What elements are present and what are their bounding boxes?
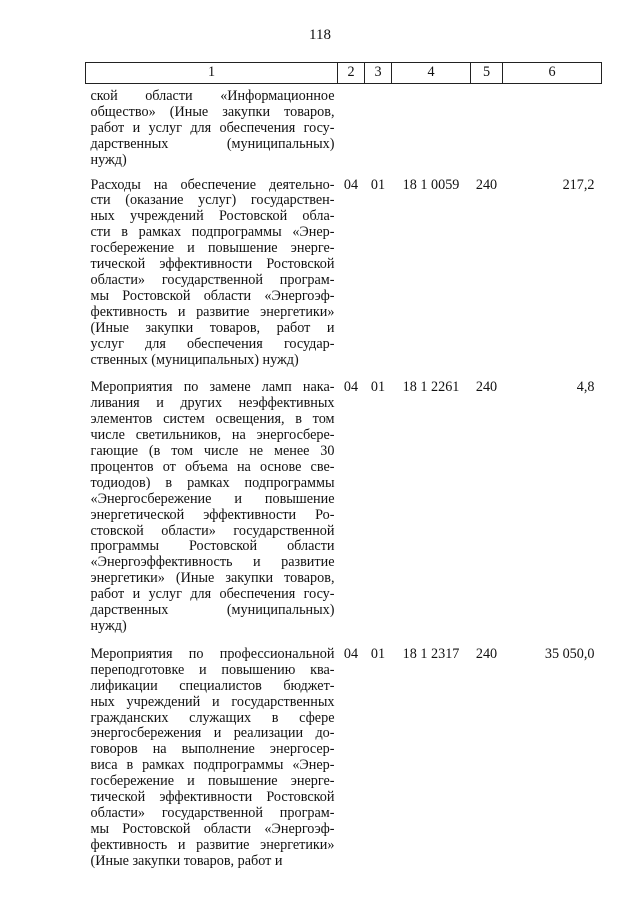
description-line: ливания и других неэффективных — [90, 395, 335, 412]
description-line: ской области «Информационное — [90, 88, 335, 104]
column-header: 6 — [503, 63, 602, 84]
cell-target-article: 18 1 2317 — [402, 645, 460, 662]
description-line: работ и услуг для обеспечения госу- — [90, 586, 335, 603]
description-line: лификации специалистов бюджет- — [90, 677, 335, 694]
cell-target-article: 18 1 2261 — [402, 379, 460, 396]
description-line: энергосбережения и реализации до- — [90, 725, 335, 742]
description-line: (Иные закупки товаров, работ и — [90, 852, 283, 869]
description-line: гражданских служащих в сфере — [90, 709, 335, 726]
description-line: энергетики» (Иные закупки товаров, — [90, 570, 335, 587]
description-line: сти (оказание услуг) государствен- — [90, 192, 335, 209]
description-line: ных учреждений Ростовской обла- — [90, 208, 335, 225]
description-line: услуг для обеспечения государ- — [90, 335, 335, 352]
table-body — [86, 84, 602, 879]
cell-subsection: 01 — [370, 645, 386, 662]
description-line: нужд) — [90, 618, 127, 634]
description-line: переподготовке и повышению ква- — [90, 661, 335, 678]
cell-subsection: 01 — [370, 176, 386, 193]
page-number: 118 — [309, 27, 331, 43]
cell-section: 04 — [343, 645, 359, 662]
cell-description — [86, 84, 338, 175]
description-line: энергетической эффективности Ро- — [90, 506, 335, 523]
cell-description — [86, 644, 338, 879]
column-header: 5 — [471, 63, 503, 84]
description-line: процентов от объема на основе све- — [90, 458, 335, 475]
description-line: виса в рамках подпрограммы «Энер- — [90, 757, 335, 774]
description-line: фективность и развитие энергетики» — [90, 303, 335, 320]
description-line: Мероприятия по профессиональной — [90, 645, 335, 662]
cell-subsection — [365, 84, 392, 175]
description-line: сти в рамках подпрограммы «Энер- — [90, 224, 335, 241]
cell-expense-type: 240 — [475, 176, 498, 193]
description-line: мы Ростовской области «Энергоэф- — [90, 287, 335, 304]
description-line: общество» (Иные закупки товаров, — [90, 103, 335, 120]
cell-expense-type: 240 — [475, 379, 498, 396]
description-line: ственных (муниципальных) нужд) — [90, 351, 299, 368]
column-header: 4 — [392, 63, 471, 84]
description-line: госбережение и повышение энерге- — [90, 240, 335, 257]
cell-subsection: 01 — [370, 379, 386, 396]
description-line: дарственных (муниципальных) — [90, 602, 335, 619]
description-line: ных учреждений и государственных — [90, 693, 335, 710]
cell-section: 04 — [343, 176, 359, 193]
column-header: 2 — [338, 63, 365, 84]
description-line: госбережение и повышение энерге- — [90, 773, 335, 790]
cell-target-article — [392, 84, 471, 175]
description-line: тодиодов) в рамках подпрограммы — [90, 474, 335, 491]
description-line: работ и услуг для обеспечения госу- — [90, 119, 335, 136]
description-line: (Иные закупки товаров, работ и — [90, 319, 335, 336]
description-line: гающие (в том числе не менее 30 — [90, 443, 335, 460]
description-line: говоров на выполнение энергосер- — [90, 741, 335, 758]
cell-target-article: 18 1 0059 — [402, 176, 460, 193]
cell-description — [86, 377, 338, 644]
cell-section: 04 — [343, 379, 359, 396]
table-row — [86, 377, 602, 644]
description-line: нужд) — [90, 151, 127, 168]
table-row — [86, 84, 602, 175]
description-line: программы Ростовской области — [90, 538, 335, 555]
table-header-row — [86, 63, 602, 84]
table-row — [86, 175, 602, 378]
description-line: фективность и развитие энергетики» — [90, 836, 335, 853]
description-line: «Энергосбережение и повышение — [90, 490, 335, 507]
description-line: «Энергоэффективность и развитие — [90, 554, 335, 571]
description-line: элементов систем освещения, в том — [90, 411, 335, 428]
cell-description — [86, 175, 338, 378]
description-line: мы Ростовской области «Энергоэф- — [90, 820, 335, 837]
description-line: числе светильников, на энергосбере- — [90, 427, 335, 444]
cell-sum: 35 050,0 — [544, 645, 595, 662]
description-line: Мероприятия по замене ламп нака- — [90, 379, 335, 396]
cell-sum: 4,8 — [576, 379, 595, 396]
cell-sum: 217,2 — [562, 176, 595, 193]
description-line: области» государственной програм- — [90, 271, 335, 288]
cell-expense-type: 240 — [475, 645, 498, 662]
description-line: стовской области» государственной — [90, 522, 335, 539]
column-header: 3 — [365, 63, 392, 84]
description-line: Расходы на обеспечение деятельно- — [90, 176, 335, 193]
description-line: тической эффективности Ростовской — [90, 256, 335, 273]
cell-sum — [503, 84, 602, 175]
column-header: 1 — [86, 63, 338, 84]
description-line: тической эффективности Ростовской — [90, 789, 335, 806]
cell-section — [338, 84, 365, 175]
description-line: области» государственной програм- — [90, 804, 335, 821]
budget-table — [85, 62, 602, 879]
cell-expense-type — [471, 84, 503, 175]
description-line: дарственных (муниципальных) — [90, 135, 335, 152]
table-row — [86, 644, 602, 879]
